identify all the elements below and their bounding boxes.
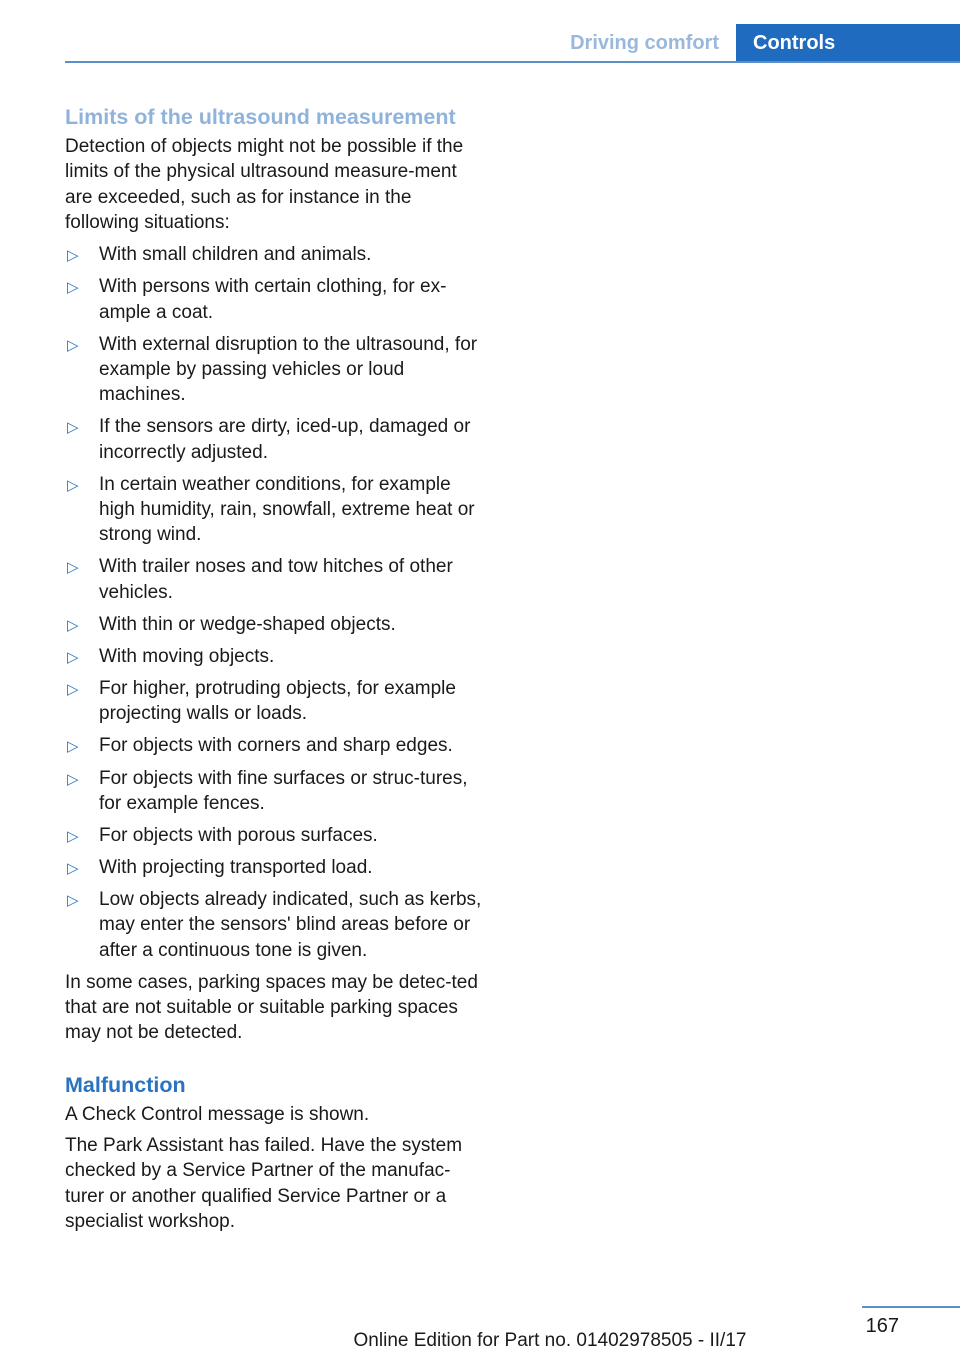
triangle-bullet-icon: ▷ — [67, 648, 79, 666]
header-section-title: Driving comfort — [570, 32, 719, 54]
malfunction-section — [65, 1070, 485, 1234]
triangle-bullet-icon: ▷ — [67, 681, 79, 699]
triangle-bullet-icon: ▷ — [67, 827, 79, 845]
footer-divider — [862, 1306, 960, 1308]
triangle-bullet-icon: ▷ — [67, 770, 79, 788]
list-item: ▷ With projecting transported load. — [65, 855, 485, 880]
page-number: 167 — [865, 1315, 899, 1337]
triangle-bullet-icon: ▷ — [67, 559, 79, 577]
list-item: ▷ For objects with porous surfaces. — [65, 823, 485, 848]
limits-list — [65, 242, 485, 963]
triangle-bullet-icon: ▷ — [67, 859, 79, 877]
triangle-bullet-icon: ▷ — [67, 616, 79, 634]
header-tab-controls: Controls — [736, 24, 960, 62]
malfunction-heading: Malfunction — [65, 1072, 186, 1097]
edition-note: Online Edition for Part no. 01402978505 - II/17 — [353, 1330, 747, 1351]
list-item: ▷ For objects with fine surfaces or struc-tures, for example fences. — [67, 767, 468, 814]
limits-intro: Detection of objects might not be possible if the limits of the physical ultrasound measure-ment are exceeded, such as for instance in the following situations: — [65, 136, 464, 233]
list-item: ▷ In certain weather conditions, for example high humidity, rain, snowfall, extreme heat or strong wind. — [67, 473, 475, 546]
limits-heading: Limits of the ultrasound measurement — [65, 105, 456, 129]
list-item: ▷ With moving objects. — [65, 644, 485, 669]
triangle-bullet-icon: ▷ — [67, 279, 79, 297]
list-item: ▷ With persons with certain clothing, for ex-ample a coat. — [67, 276, 447, 323]
list-item: ▷ With small children and animals. — [65, 242, 485, 267]
malfunction-line-2: The Park Assistant has failed. Have the system checked by a Service Partner of the manufac-turer or another qualified Service Partner or a specialist workshop. — [65, 1134, 463, 1232]
limits-closing: In some cases, parking spaces may be detec-ted that are not suitable or suitable parking spaces may not be detected. — [65, 971, 478, 1044]
malfunction-line-1: A Check Control message is shown. — [65, 1103, 370, 1125]
list-item: ▷ For higher, protruding objects, for example projecting walls or loads. — [67, 678, 456, 725]
triangle-bullet-icon: ▷ — [67, 892, 79, 910]
list-item: ▷ If the sensors are dirty, iced-up, damaged or incorrectly adjusted. — [67, 416, 471, 463]
triangle-bullet-icon: ▷ — [67, 476, 79, 494]
triangle-bullet-icon: ▷ — [67, 419, 79, 437]
list-item: ▷ With external disruption to the ultrasound, for example by passing vehicles or loud machines. — [67, 333, 478, 406]
triangle-bullet-icon: ▷ — [67, 336, 79, 354]
triangle-bullet-icon: ▷ — [67, 247, 79, 265]
list-item: ▷ For objects with corners and sharp edges. — [65, 733, 485, 758]
list-item: ▷ With thin or wedge-shaped objects. — [65, 612, 485, 637]
header-divider — [65, 61, 960, 63]
triangle-bullet-icon: ▷ — [67, 738, 79, 756]
list-item: ▷ Low objects already indicated, such as kerbs, may enter the sensors' blind areas before or after a continuous tone is given. — [67, 889, 482, 961]
list-item: ▷ With trailer noses and tow hitches of other vehicles. — [67, 556, 453, 603]
page-content — [65, 102, 485, 1234]
